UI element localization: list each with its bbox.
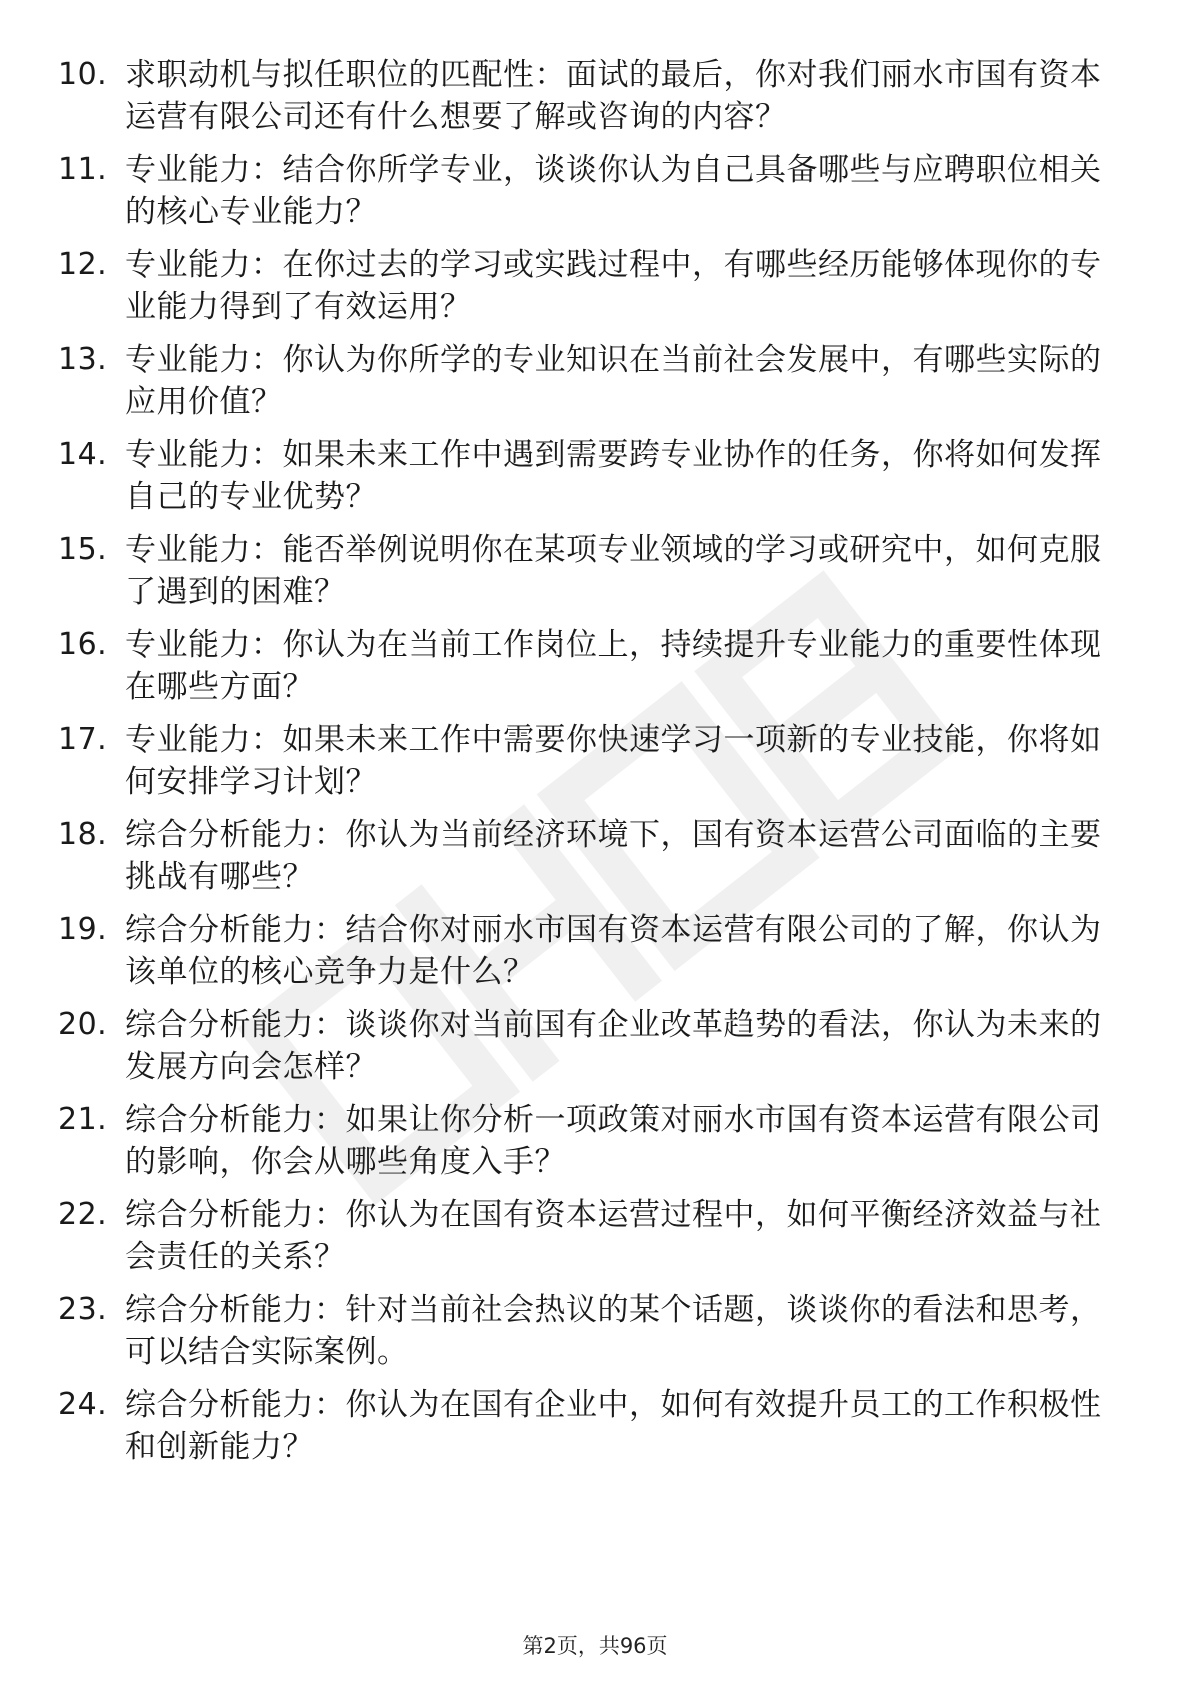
list-item bbox=[58, 1289, 1118, 1373]
item-text: 综合分析能力：你认为在国有企业中，如何有效提升员工的工作积极性和创新能力？ bbox=[125, 1387, 1102, 1465]
item-number: 24. bbox=[58, 1387, 108, 1422]
item-text: 专业能力：结合你所学专业，谈谈你认为自己具备哪些与应聘职位相关的核心专业能力？ bbox=[125, 152, 1102, 230]
item-number: 18. bbox=[58, 817, 108, 852]
list-item bbox=[58, 624, 1118, 708]
page-number-label: 第2页，共96页 bbox=[522, 1634, 668, 1658]
list-item bbox=[58, 1099, 1118, 1183]
list-item bbox=[58, 814, 1118, 898]
item-number: 13. bbox=[58, 342, 108, 377]
item-number: 21. bbox=[58, 1102, 108, 1137]
item-number: 16. bbox=[58, 627, 108, 662]
item-text: 求职动机与拟任职位的匹配性：面试的最后，你对我们丽水市国有资本运营有限公司还有什么想要了解或咨询的内容？ bbox=[125, 57, 1102, 135]
question-list bbox=[58, 54, 1118, 1479]
list-item bbox=[58, 1004, 1118, 1088]
item-number: 10. bbox=[58, 57, 108, 92]
item-number: 17. bbox=[58, 722, 108, 757]
list-item bbox=[58, 529, 1118, 613]
item-text: 专业能力：如果未来工作中需要你快速学习一项新的专业技能，你将如何安排学习计划？ bbox=[125, 722, 1102, 800]
item-number: 23. bbox=[58, 1292, 108, 1327]
item-text: 专业能力：能否举例说明你在某项专业领域的学习或研究中，如何克服了遇到的困难？ bbox=[125, 532, 1102, 610]
item-text: 综合分析能力：你认为当前经济环境下，国有资本运营公司面临的主要挑战有哪些？ bbox=[125, 817, 1102, 895]
list-item bbox=[58, 434, 1118, 518]
list-item bbox=[58, 719, 1118, 803]
item-number: 20. bbox=[58, 1007, 108, 1042]
item-text: 综合分析能力：谈谈你对当前国有企业改革趋势的看法，你认为未来的发展方向会怎样？ bbox=[125, 1007, 1102, 1085]
item-text: 综合分析能力：结合你对丽水市国有资本运营有限公司的了解，你认为该单位的核心竞争力是什么？ bbox=[125, 912, 1102, 990]
page-footer bbox=[0, 1630, 1190, 1660]
item-text: 专业能力：在你过去的学习或实践过程中，有哪些经历能够体现你的专业能力得到了有效运用？ bbox=[125, 247, 1102, 325]
item-number: 22. bbox=[58, 1197, 108, 1232]
item-text: 专业能力：你认为在当前工作岗位上，持续提升专业能力的重要性体现在哪些方面？ bbox=[125, 627, 1102, 705]
item-text: 专业能力：如果未来工作中遇到需要跨专业协作的任务，你将如何发挥自己的专业优势？ bbox=[125, 437, 1102, 515]
list-item bbox=[58, 149, 1118, 233]
item-number: 19. bbox=[58, 912, 108, 947]
item-text: 综合分析能力：你认为在国有资本运营过程中，如何平衡经济效益与社会责任的关系？ bbox=[125, 1197, 1102, 1275]
item-number: 12. bbox=[58, 247, 108, 282]
list-item bbox=[58, 54, 1118, 138]
list-item bbox=[58, 339, 1118, 423]
item-text: 综合分析能力：如果让你分析一项政策对丽水市国有资本运营有限公司的影响，你会从哪些角度入手？ bbox=[125, 1102, 1102, 1180]
item-text: 专业能力：你认为你所学的专业知识在当前社会发展中，有哪些实际的应用价值？ bbox=[125, 342, 1102, 420]
list-item bbox=[58, 1194, 1118, 1278]
item-number: 14. bbox=[58, 437, 108, 472]
item-number: 11. bbox=[58, 152, 108, 187]
list-item bbox=[58, 1384, 1118, 1468]
item-number: 15. bbox=[58, 532, 108, 567]
list-item bbox=[58, 244, 1118, 328]
list-item bbox=[58, 909, 1118, 993]
item-text: 综合分析能力：针对当前社会热议的某个话题，谈谈你的看法和思考，可以结合实际案例。 bbox=[125, 1292, 1102, 1370]
